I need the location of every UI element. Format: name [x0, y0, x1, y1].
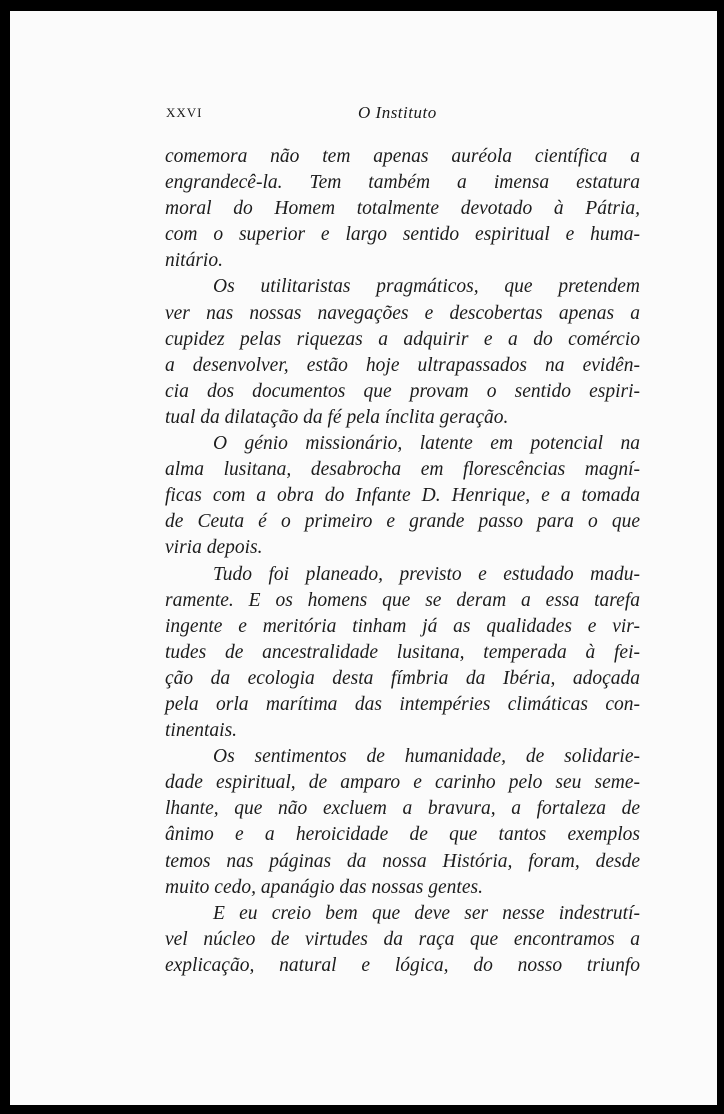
book-page [10, 11, 717, 1105]
text-line: nitário. [165, 250, 223, 272]
text-line: pela orla marítima das intempéries climáticas con- [165, 693, 640, 715]
paragraph [165, 144, 640, 274]
text-line: dade espiritual, de amparo e carinho pelo seu seme- [165, 772, 640, 794]
paragraph [165, 274, 640, 431]
running-title: O Instituto [358, 103, 437, 122]
text-line: alma lusitana, desabrocha em florescências magní- [165, 459, 640, 481]
text-line: tual da dilatação da fé pela ínclita geração. [165, 406, 509, 428]
text-line: ção da ecologia desta fímbria da Ibéria, adoçada [165, 667, 640, 689]
text-line: moral do Homem totalmente devotado à Pátria, [165, 198, 640, 220]
text-line: ramente. E os homens que se deram a essa tarefa [165, 589, 640, 611]
text-line: Os sentimentos de humanidade, de solidarie- [213, 746, 640, 768]
text-line: comemora não tem apenas auréola científica a [165, 146, 640, 167]
paragraph [165, 901, 640, 979]
text-line: ver nas nossas navegações e descobertas apenas a [165, 302, 640, 324]
text-line: cia dos documentos que provam o sentido espiri- [165, 380, 640, 402]
text-line: com o superior e largo sentido espiritual e huma- [165, 224, 640, 246]
text-line: muito cedo, apanágio das nossas gentes. [165, 876, 483, 898]
page-number: XXVI [166, 105, 203, 120]
text-line: ingente e meritória tinham já as qualidades e vir- [165, 615, 640, 637]
text-line: ficas com a obra do Infante D. Henrique, e a tomada [165, 485, 640, 507]
paragraph [165, 431, 640, 561]
text-line: E eu creio bem que deve ser nesse indestrutí- [213, 902, 640, 924]
text-line: Tudo foi planeado, previsto e estudado madu- [213, 563, 640, 585]
text-line: tinentais. [165, 720, 238, 742]
paragraph [165, 744, 640, 901]
text-line: O génio missionário, latente em potencial na [213, 433, 640, 455]
text-line: a desenvolver, estão hoje ultrapassados na evidên- [165, 354, 640, 376]
text-line: Os utilitaristas pragmáticos, que pretendem [213, 276, 640, 298]
text-line: engrandecê-la. Tem também a imensa estatura [165, 172, 640, 194]
text-line: lhante, que não excluem a bravura, a fortaleza de [165, 798, 640, 820]
text-line: vel núcleo de virtudes da raça que encontramos a [165, 928, 640, 950]
paragraph [165, 562, 640, 745]
text-line: de Ceuta é o primeiro e grande passo para o que [165, 511, 640, 533]
text-line: viria depois. [165, 537, 263, 559]
text-line: cupidez pelas riquezas a adquirir e a do comércio [165, 328, 640, 350]
text-line: temos nas páginas da nossa História, foram, desde [165, 850, 640, 872]
text-line: ânimo e a heroicidade de que tantos exemplos [165, 824, 640, 846]
text-line: tudes de ancestralidade lusitana, temperada à fei- [165, 641, 640, 663]
body-text [165, 144, 640, 979]
running-head [166, 105, 556, 125]
text-line: explicação, natural e lógica, do nosso triunfo [165, 954, 640, 976]
